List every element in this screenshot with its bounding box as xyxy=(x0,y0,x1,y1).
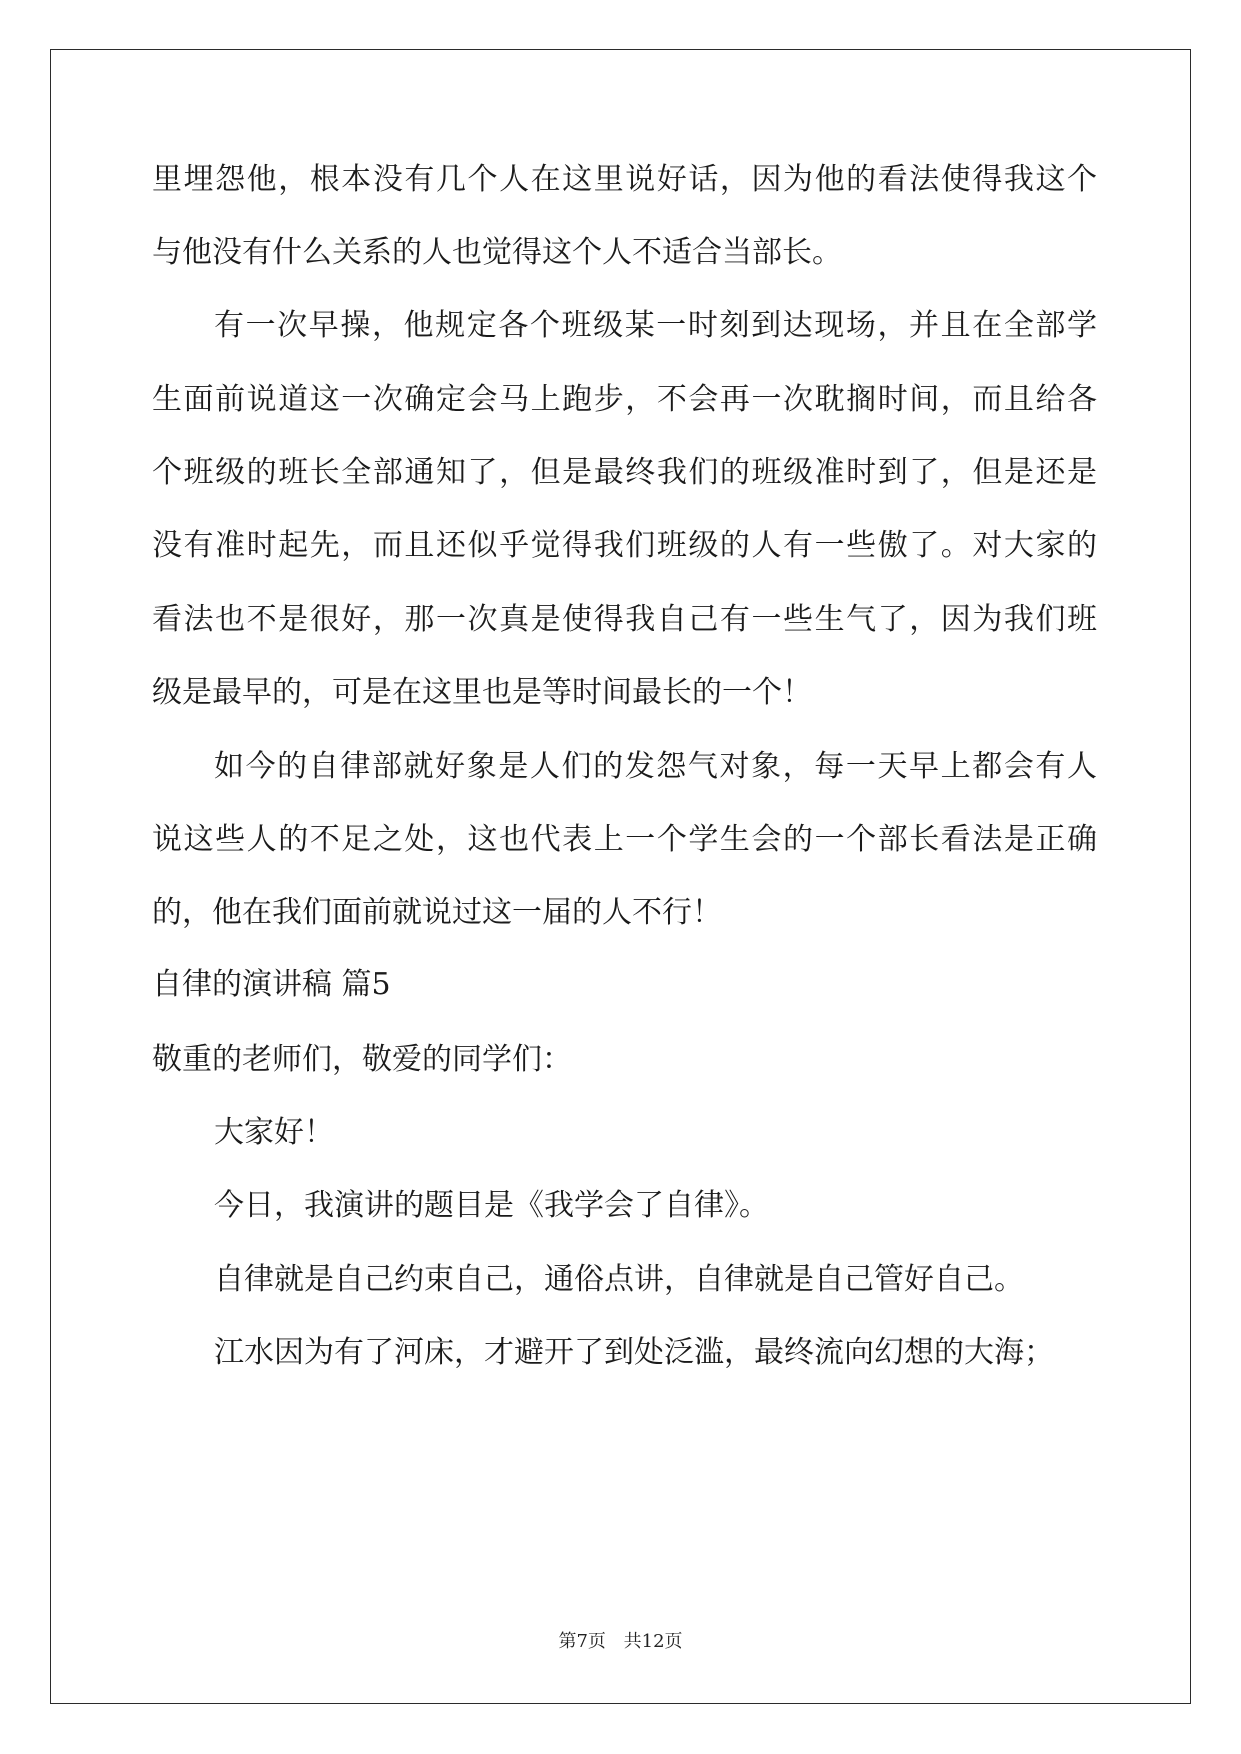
text-line: 如今的自律部就好象是人们的发怨气对象，每一天早上都会有人 xyxy=(214,749,1097,784)
section-heading: 自律的演讲稿 篇5 xyxy=(152,967,391,1002)
text-line: 与他没有什么关系的人也觉得这个人不适合当部长。 xyxy=(152,235,842,270)
page-border xyxy=(50,49,1191,1704)
page-footer xyxy=(0,1630,1241,1654)
text-line: 说这些人的不足之处，这也代表上一个学生会的一个部长看法是正确 xyxy=(152,822,1097,857)
text-line: 生面前说道这一次确定会马上跑步，不会再一次耽搁时间，而且给各 xyxy=(152,382,1097,417)
text-line: 里埋怨他，根本没有几个人在这里说好话，因为他的看法使得我这个 xyxy=(152,162,1097,197)
greeting: 大家好！ xyxy=(214,1115,334,1150)
text-line: 的，他在我们面前就说过这一届的人不行！ xyxy=(152,895,722,930)
text-line: 江水因为有了河床，才避开了到处泛滥，最终流向幻想的大海； xyxy=(214,1335,1054,1370)
text-line: 今日，我演讲的题目是《我学会了自律》。 xyxy=(214,1188,769,1223)
text-line: 没有准时起先，而且还似乎觉得我们班级的人有一些傲了。对大家的 xyxy=(152,528,1097,563)
text-line: 自律就是自己约束自己，通俗点讲，自律就是自己管好自己。 xyxy=(214,1262,1024,1297)
text-line: 看法也不是很好，那一次真是使得我自己有一些生气了，因为我们班 xyxy=(152,602,1097,637)
salutation: 敬重的老师们，敬爱的同学们： xyxy=(152,1042,572,1077)
text-line: 有一次早操，他规定各个班级某一时刻到达现场，并且在全部学 xyxy=(214,308,1097,343)
text-line: 个班级的班长全部通知了，但是最终我们的班级准时到了，但是还是 xyxy=(152,455,1097,490)
text-line: 级是最早的，可是在这里也是等时间最长的一个！ xyxy=(152,675,812,710)
page-number: 第7页 xyxy=(558,1631,606,1652)
page-total: 共12页 xyxy=(623,1631,683,1652)
